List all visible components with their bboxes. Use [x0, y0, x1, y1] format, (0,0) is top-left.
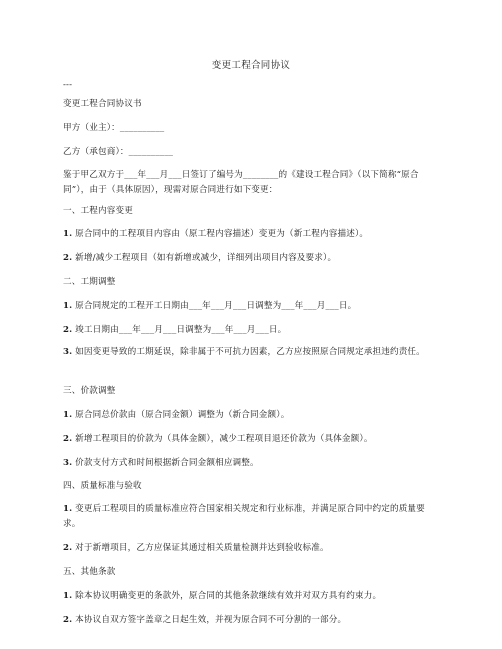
clause-number: 2. [63, 253, 73, 263]
clause-number: 2. [63, 543, 73, 553]
document-title: 变更工程合同协议 [211, 60, 291, 71]
clause-text: 新增工程项目的价款为（具体金额），减少工程项目退还价款为（具体金额）。 [75, 434, 373, 444]
clause-number: 3. [63, 347, 73, 357]
clause-text: 除本协议明确变更的条款外，原合同的其他条款继续有效并对双方具有约束力。 [75, 591, 382, 601]
section-heading: 三、价款调整 [63, 386, 116, 396]
clause-number: 1. [63, 410, 73, 420]
clause-text: 价款支付方式和时间根据新合同金额相应调整。 [75, 458, 259, 468]
clause-number: 3. [63, 458, 73, 468]
separator: --- [63, 80, 73, 90]
party-b-line: 乙方（承包商）：__________ [63, 147, 174, 157]
clause-number: 2. [63, 325, 73, 335]
clause-text: 竣工日期由___年___月___日调整为___年___月___日。 [75, 325, 287, 335]
clause-item [63, 300, 356, 313]
clause-number: 2. [63, 615, 73, 625]
clause-text: 变更后工程项目的质量标准应符合国家相关规定和行业标准，并满足原合同中约定的质量要求。 [63, 504, 425, 529]
intro-paragraph: 鉴于甲乙双方于___年___月___日签订了编号为________的《建设工程合同》（以下简称“原合同”），由于（具体原因），现需对原合同进行如下变更： [63, 170, 419, 195]
clause-item [63, 542, 329, 555]
clause-number: 1. [63, 504, 73, 514]
clause-item [63, 433, 373, 446]
clause-item [63, 324, 286, 337]
clause-item [63, 457, 259, 470]
clause-item [63, 409, 289, 422]
clause-item [63, 345, 438, 360]
clause-text: 如因变更导致的工期延误，除非属于不可抗力因素，乙方应按照原合同规定承担违约责任。 [75, 347, 425, 357]
clause-number: 2. [63, 434, 73, 444]
clause-item [63, 252, 336, 265]
clause-text: 对于新增项目，乙方应保证其通过相关质量检测并达到验收标准。 [75, 543, 329, 553]
clause-item [63, 502, 438, 532]
document-subtitle: 变更工程合同协议书 [63, 99, 142, 109]
section-heading: 一、工程内容变更 [63, 206, 133, 216]
clause-number: 1. [63, 229, 73, 239]
section-heading: 二、工期调整 [63, 277, 116, 287]
clause-number: 1. [63, 591, 73, 601]
clause-text: 本协议自双方签字盖章之日起生效，并视为原合同不可分割的一部分。 [75, 615, 347, 625]
party-a-line: 甲方（业主）：__________ [63, 123, 165, 133]
clause-number: 1. [63, 301, 73, 311]
clause-text: 原合同总价款由（原合同金额）调整为（新合同金额）。 [75, 410, 290, 420]
clause-text: 原合同规定的工程开工日期由___年___月___日调整为___年___月___日。 [75, 301, 357, 311]
section-heading: 四、质量标准与验收 [63, 481, 142, 491]
clause-item [63, 614, 346, 627]
clause-text: 新增/减少工程项目（如有新增或减少，详细列出项目内容及要求）。 [75, 253, 337, 263]
clause-text: 原合同中的工程项目内容由（原工程内容描述）变更为（新工程内容描述）。 [75, 229, 369, 239]
section-heading: 五、其他条款 [63, 567, 116, 577]
clause-item [63, 590, 381, 603]
clause-item [63, 228, 368, 241]
